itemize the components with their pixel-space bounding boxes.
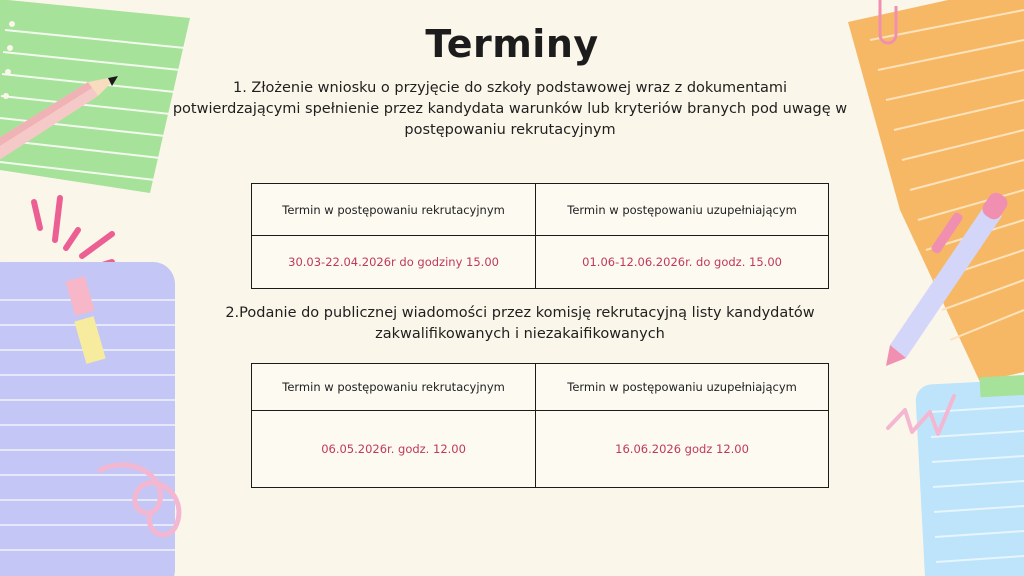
section-2-title: 2.Podanie do publicznej wiadomości przez komisję rekrutacyjną listy kandydatów zakwalifikowanych i niezakaifikowanych <box>225 305 815 342</box>
table-value-row <box>252 236 829 289</box>
header-supplementary: Termin w postępowaniu uzupełniającym <box>536 364 829 411</box>
value-recruitment: 06.05.2026r. godz. 12.00 <box>252 411 536 488</box>
page-title: Terminy <box>425 22 599 66</box>
sparkle-lines-icon <box>34 198 112 270</box>
value-supplementary: 16.06.2026 godz 12.00 <box>536 411 829 488</box>
section-1-title: 1. Złożenie wniosku o przyjęcie do szkoły podstawowej wraz z dokumentami potwierdzającymi spełnienie przez kandydata warunków lub kryteriów branych pod uwagę w postępowaniu rekrutacyjnym <box>172 80 848 138</box>
table-value-row <box>252 411 829 488</box>
deadline-table-2 <box>251 363 829 488</box>
header-recruitment: Termin w postępowaniu rekrutacyjnym <box>252 364 536 411</box>
header-recruitment: Termin w postępowaniu rekrutacyjnym <box>252 184 536 236</box>
deadline-table-1 <box>251 183 829 289</box>
value-supplementary: 01.06-12.06.2026r. do godz. 15.00 <box>536 236 829 289</box>
table-header-row <box>252 184 829 236</box>
lavender-notepad-bottom-left <box>0 262 175 576</box>
header-supplementary: Termin w postępowaniu uzupełniającym <box>536 184 829 236</box>
value-recruitment: 30.03-22.04.2026r do godziny 15.00 <box>252 236 536 289</box>
blue-notepad-bottom-right <box>915 375 1024 576</box>
table-header-row <box>252 364 829 411</box>
